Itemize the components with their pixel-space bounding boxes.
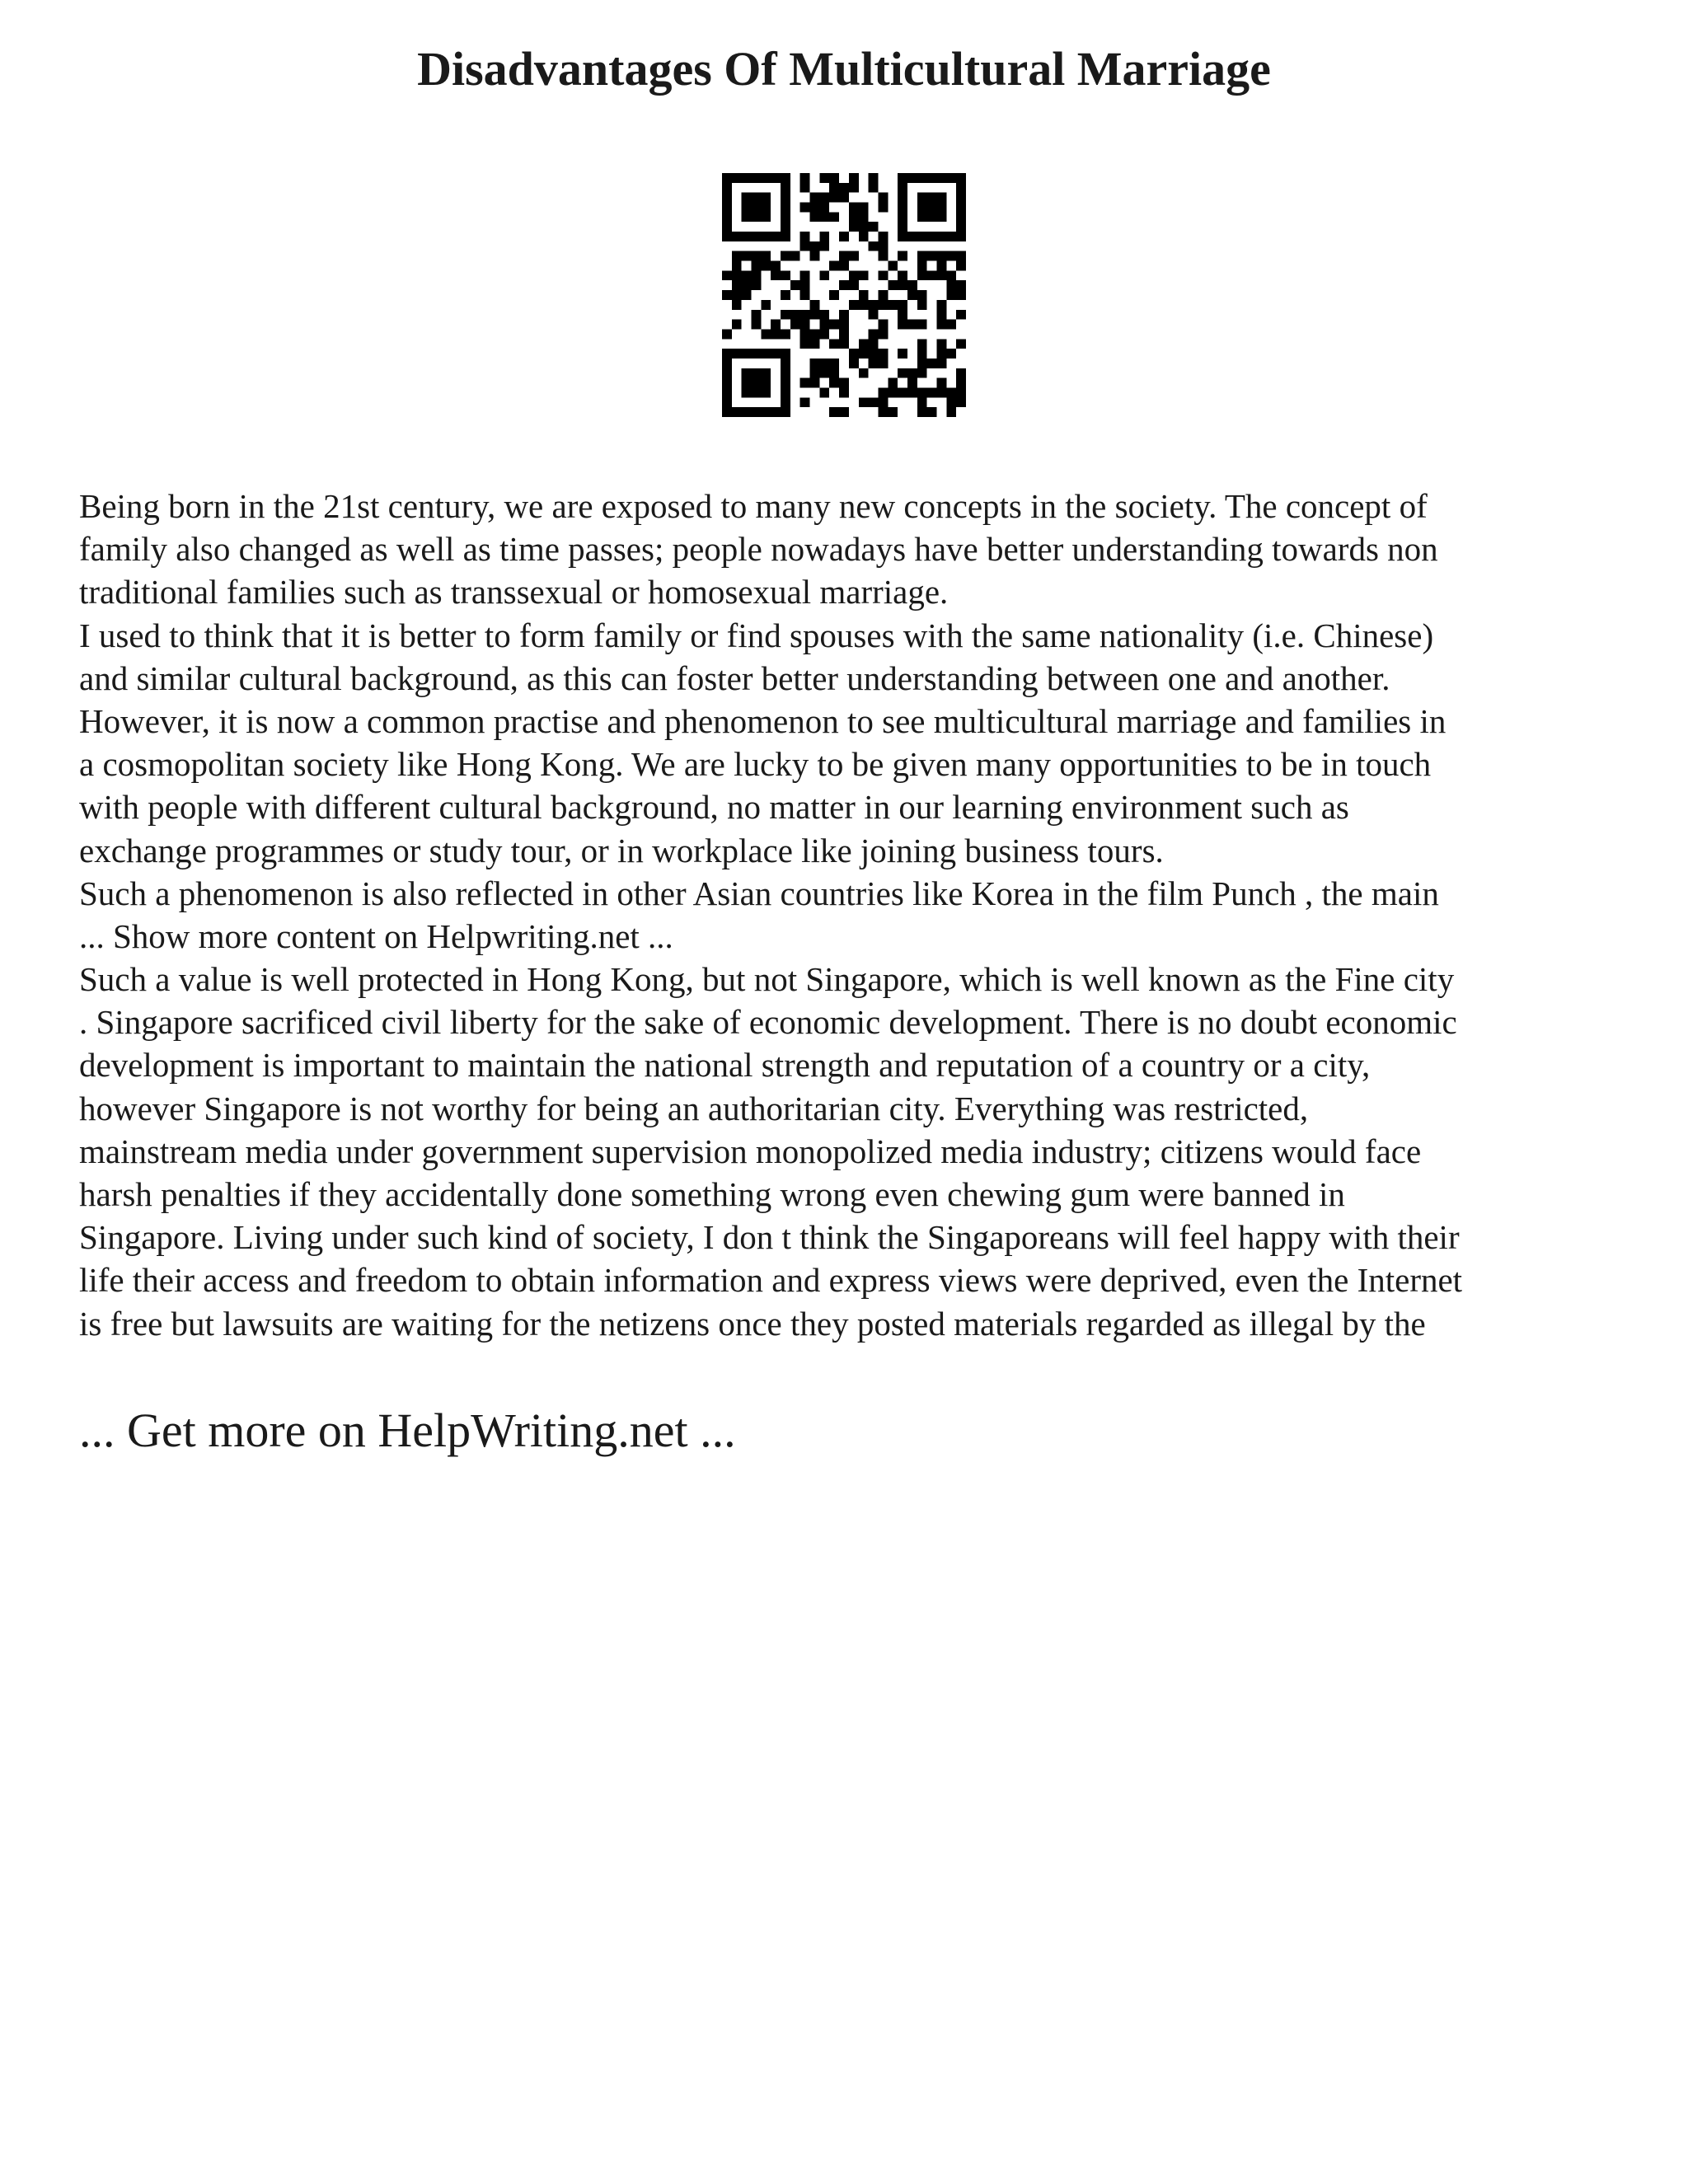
- article-line: and similar cultural background, as this can foster better understanding between one and another.: [79, 658, 1390, 697]
- article-line: family also changed as well as time passes; people nowadays have better understanding towards non: [79, 530, 1438, 569]
- article-line: Such a phenomenon is also reflected in other Asian countries like Korea in the film Punch , the main: [79, 874, 1439, 912]
- qr-code-graphic: [722, 173, 966, 417]
- article-line: mainstream media under government supervision monopolized media industry; citizens would face: [79, 1132, 1422, 1170]
- article-line: harsh penalties if they accidentally done something wrong even chewing gum were banned in: [79, 1175, 1345, 1213]
- article-line: . Singapore sacrificed civil liberty for the sake of economic development. There is no doubt economic: [79, 1003, 1457, 1042]
- article-line: with people with different cultural background, no matter in our learning environment such as: [79, 788, 1349, 827]
- article-body: [79, 485, 1612, 1345]
- article-line: exchange programmes or study tour, or in workplace like joining business tours.: [79, 831, 1164, 869]
- show-more-link[interactable]: ... Show more content on Helpwriting.net ...: [79, 916, 673, 955]
- article-line: I used to think that it is better to form family or find spouses with the same nationality (i.e. Chinese): [79, 616, 1434, 654]
- page-title: Disadvantages Of Multicultural Marriage: [417, 42, 1271, 96]
- article-line: Singapore. Living under such kind of society, I don t think the Singaporeans will feel happy with their: [79, 1218, 1460, 1257]
- qr-code-icon[interactable]: [722, 173, 966, 417]
- article-line: Such a value is well protected in Hong Kong, but not Singapore, which is well known as the Fine city: [79, 960, 1455, 999]
- article-line: However, it is now a common practise and phenomenon to see multicultural marriage and families in: [79, 701, 1447, 740]
- article-line: Being born in the 21st century, we are exposed to many new concepts in the society. The concept of: [79, 487, 1428, 525]
- article-line: however Singapore is not worthy for being an authoritarian city. Everything was restricted,: [79, 1089, 1309, 1127]
- article-line: life their access and freedom to obtain information and express views were deprived, even the Internet: [79, 1261, 1463, 1300]
- article-line: is free but lawsuits are waiting for the netizens once they posted materials regarded as illegal by the: [79, 1304, 1426, 1343]
- article-line: traditional families such as transsexual or homosexual marriage.: [79, 573, 949, 612]
- article-line: a cosmopolitan society like Hong Kong. We are lucky to be given many opportunities to be in touch: [79, 745, 1432, 784]
- article-line: development is important to maintain the national strength and reputation of a country or a city,: [79, 1046, 1371, 1085]
- get-more-link[interactable]: ... Get more on HelpWriting.net ...: [79, 1404, 736, 1457]
